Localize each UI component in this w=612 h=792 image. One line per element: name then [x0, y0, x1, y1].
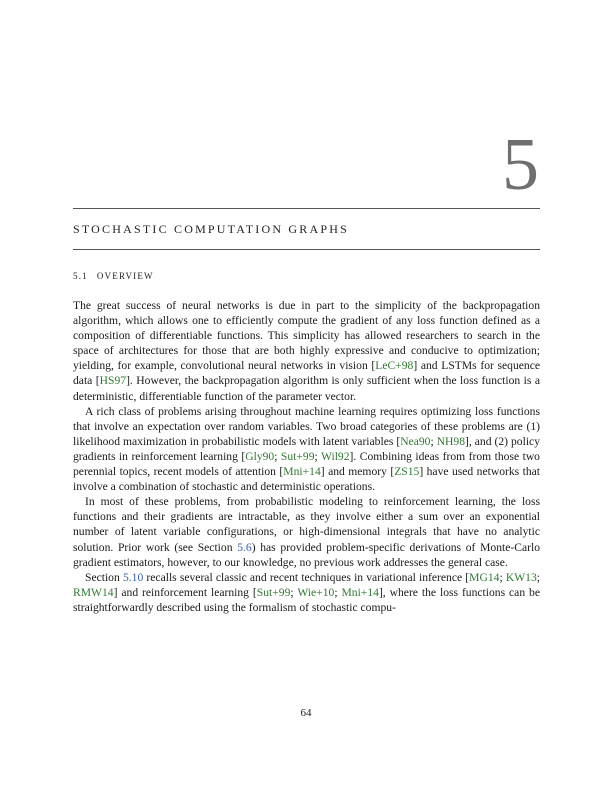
- paragraph-text: A rich class of problems arising throughout machine learning requires optimizing loss functions that involve an expectation over random variables. Two broad categories of these problems are (1) likelihood maximization in probabilistic models with latent variables [: [73, 404, 540, 448]
- section-ref-link[interactable]: 5.10: [122, 570, 144, 584]
- chapter-rule-bottom: [73, 249, 540, 250]
- paragraph-text: ] and LSTMs for sequence data [: [73, 359, 540, 388]
- citation-link[interactable]: HS97: [99, 374, 127, 388]
- citation-link[interactable]: LeC+98: [375, 359, 414, 373]
- paragraph-text: ]. Combining ideas from from those two perennial topics, recent models of attention [: [73, 449, 540, 479]
- citation-link[interactable]: Nea90: [400, 434, 431, 448]
- paragraph-text: ] and reinforcement learning [: [113, 585, 257, 599]
- citation-link[interactable]: Mni+14: [341, 585, 379, 599]
- citation-link[interactable]: KW13: [505, 570, 537, 584]
- section-ref-link[interactable]: 5.6: [237, 540, 252, 554]
- paragraph-text: recalls several classic and recent techniques in variational inference [: [143, 570, 470, 584]
- paragraph-text: Section: [85, 570, 123, 584]
- paragraph-text: ]. However, the backpropagation algorithm is only sufficient when the loss function is a deterministic, differentiable function of the parameter vector.: [73, 374, 540, 403]
- paragraph-text: ;: [290, 585, 298, 599]
- chapter-title: STOCHASTIC COMPUTATION GRAPHS: [73, 222, 349, 236]
- citation-link[interactable]: Sut+99: [280, 449, 315, 463]
- citation-link[interactable]: MG14: [469, 570, 500, 584]
- paragraph: [73, 298, 540, 404]
- paragraph-text: ;: [314, 449, 321, 463]
- citation-link[interactable]: Wil92: [321, 449, 350, 463]
- paragraph-text: ;: [536, 570, 540, 584]
- section-heading: [73, 271, 154, 281]
- citation-link[interactable]: Wie+10: [297, 585, 335, 599]
- citation-link[interactable]: ZS15: [394, 465, 420, 479]
- section-number: 5.1: [73, 271, 88, 281]
- page-number: 64: [300, 707, 312, 719]
- paragraph: [73, 404, 540, 495]
- citation-link[interactable]: Sut+99: [256, 585, 291, 599]
- body-text: [73, 298, 540, 615]
- paragraph-text: ] and memory [: [320, 465, 395, 479]
- paragraph-text: ;: [334, 585, 342, 599]
- paragraph-text: ], and (2) policy gradients in reinforcement learning [: [73, 434, 540, 463]
- paragraph: [73, 570, 540, 615]
- paragraph-text: ] have used networks that involve a combination of stochastic and deterministic operations.: [73, 465, 540, 494]
- citation-link[interactable]: Mni+14: [283, 465, 321, 479]
- chapter-number: 5: [502, 124, 539, 206]
- citation-link[interactable]: NH98: [436, 434, 466, 448]
- paragraph-text: In most of these problems, from probabilistic modeling to reinforcement learning, the loss functions and their gradients are intractable, as they involve either a sum over an exponential number of latent variable configurations, or high-dimensional integrals that have no analytic solution. Prior work (see Section: [73, 495, 540, 554]
- citation-link[interactable]: Gly90: [245, 449, 275, 463]
- chapter-rule-top: [73, 208, 540, 209]
- paragraph-text: ;: [274, 449, 281, 463]
- paragraph: [73, 494, 540, 569]
- citation-link[interactable]: RMW14: [73, 585, 114, 599]
- paragraph-text: ], where the loss functions can be straightforwardly described using the formalism of stochastic compu-: [73, 585, 540, 614]
- paragraph-text: The great success of neural networks is due in part to the simplicity of the backpropagation algorithm, which allows one to efficiently compute the gradient of any loss function defined as a composition of differentiable functions. This simplicity has allowed researchers to search in the space of architectures for those that are both highly expressive and conducive to optimization; yielding, for example, convolutional neural networks in vision [: [73, 299, 540, 373]
- paragraph-text: ;: [499, 570, 506, 584]
- paragraph-text: ) has provided problem-specific derivations of Monte-Carlo gradient estimators, however, to our knowledge, no previous work addresses the general case.: [73, 540, 540, 569]
- section-title: OVERVIEW: [96, 271, 154, 281]
- paragraph-text: ;: [430, 434, 437, 448]
